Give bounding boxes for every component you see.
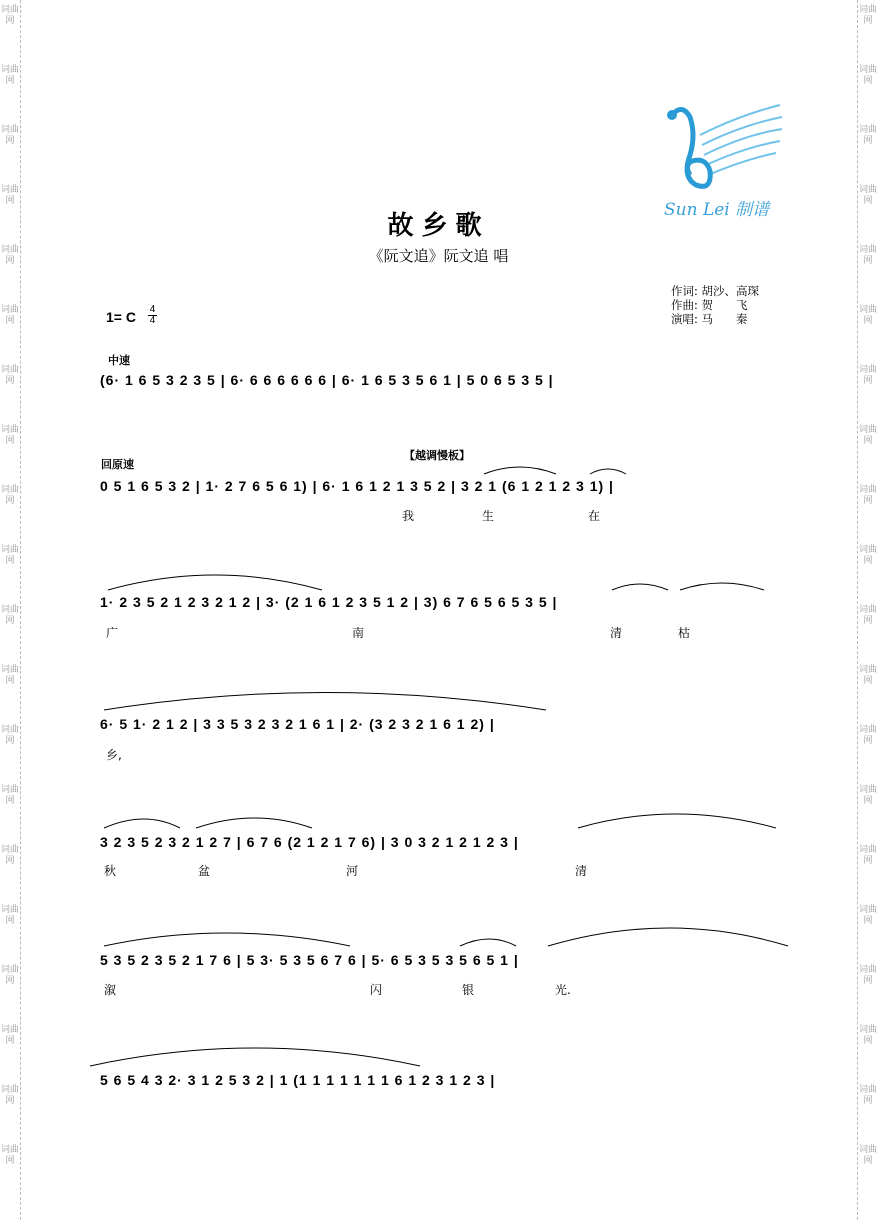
watermark-text: 词曲网 [1,965,20,986]
watermark-text: 词曲网 [1,845,20,866]
watermark-text: 词曲网 [859,725,877,746]
watermark-text: 词曲网 [859,965,877,986]
tempo-return: 回原速 [101,458,134,471]
watermark-text: 词曲网 [859,185,877,206]
watermark-text: 词曲网 [1,1145,20,1166]
watermark-text: 词曲网 [859,905,877,926]
lyric: 生 [482,509,495,523]
watermark-text: 词曲网 [1,665,20,686]
watermark-text: 词曲网 [859,365,877,386]
notes: (6· 1 6 5 3 2 3 5 | 6· 6 6 6 6 6 6 | 6· 1 6 5 3 5 6 1 | 5 0 6 5 3 5 | [100,372,554,388]
credit-lyricist: 作词: 胡沙、高琛 [671,284,760,298]
watermark-text: 词曲网 [859,1085,877,1106]
notes: 6· 5 1· 2 1 2 | 3 3 5 3 2 3 2 1 6 1 | 2· (3 2 3 2 1 6 1 2) | [100,716,495,732]
watermark-text: 词曲网 [859,125,877,146]
watermark-text: 词曲网 [859,605,877,626]
lyric: 清 [610,626,623,640]
notes: 5 6 5 4 3 2· 3 1 2 5 3 2 | 1 (1 1 1 1 1 1 1 6 1 2 3 1 2 3 | [100,1072,496,1088]
watermark-text: 词曲网 [1,245,20,266]
watermark-text: 词曲网 [859,1145,877,1166]
watermark-text: 词曲网 [859,305,877,326]
watermark-text: 词曲网 [1,65,20,86]
watermark-text: 词曲网 [1,305,20,326]
logo-text: Sun Lei 制谱 [664,200,770,220]
notes: 0 5 1 6 5 3 2 | 1· 2 7 6 5 6 1) | 6· 1 6 1 2 1 3 5 2 | 3 2 1 (6 1 2 1 2 3 1) | [100,478,614,494]
notes: 3 2 3 5 2 3 2 1 2 7 | 6 7 6 (2 1 2 1 7 6) | 3 0 3 2 1 2 1 2 3 | [100,834,519,850]
credit-singer: 演唱: 马 秦 [671,312,748,326]
song-title: 故乡歌 [387,211,490,241]
lyric: 清 [575,864,588,878]
watermark-text: 词曲网 [859,845,877,866]
tempo-start: 中速 [108,354,130,367]
lyric: 闪 [370,983,383,997]
time-signature: 4 4 [149,304,156,326]
lyric: 我 [402,509,415,523]
lyric: 南 [352,626,365,640]
watermark-text: 词曲网 [1,1085,20,1106]
lyric: 盆 [198,864,211,878]
watermark-text: 词曲网 [1,485,20,506]
lyric: 在 [588,509,601,523]
watermark-text: 词曲网 [1,5,20,26]
lyric: 河 [346,864,359,878]
song-subtitle: 《阮文追》阮文追 唱 [368,247,509,265]
watermark-text: 词曲网 [859,665,877,686]
watermark-text: 词曲网 [859,245,877,266]
watermark-text: 词曲网 [1,725,20,746]
watermark-text: 词曲网 [1,125,20,146]
watermark-text: 词曲网 [1,425,20,446]
watermark-text: 词曲网 [859,65,877,86]
key-signature: 1= C [106,309,136,325]
watermark-text: 词曲网 [1,605,20,626]
watermark-text: 词曲网 [1,545,20,566]
watermark-text: 词曲网 [1,785,20,806]
watermark-text: 词曲网 [1,1025,20,1046]
watermark-text: 词曲网 [1,185,20,206]
lyric: 银 [462,983,475,997]
notes: 1· 2 3 5 2 1 2 3 2 1 2 | 3· (2 1 6 1 2 3 5 1 2 | 3) 6 7 6 5 6 5 3 5 | [100,594,558,610]
lyric: 广 [106,626,119,640]
credit-composer: 作曲: 贺 飞 [671,298,748,312]
watermark-text: 词曲网 [1,905,20,926]
watermark-text: 词曲网 [859,1025,877,1046]
watermark-text: 词曲网 [859,785,877,806]
watermark-text: 词曲网 [859,5,877,26]
watermark-text: 词曲网 [859,485,877,506]
lyric: 枯 [678,626,691,640]
section-marking: 【越调慢板】 [404,449,470,462]
watermark-text: 词曲网 [859,545,877,566]
watermark-text: 词曲网 [859,425,877,446]
lyric: 溆 [104,983,117,997]
lyric: 乡, [106,748,122,762]
notes: 5 3 5 2 3 5 2 1 7 6 | 5 3· 5 3 5 6 7 6 | 5· 6 5 3 5 3 5 6 5 1 | [100,952,519,968]
lyric: 光. [555,983,571,997]
lyric: 秋 [104,864,117,878]
watermark-text: 词曲网 [1,365,20,386]
